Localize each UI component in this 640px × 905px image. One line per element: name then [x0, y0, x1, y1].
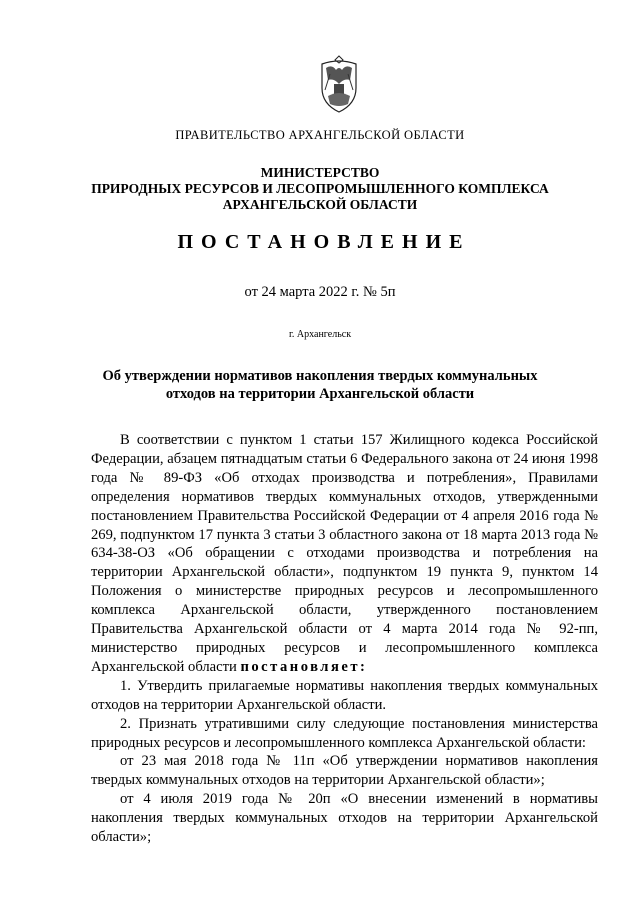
body-paragraph: от 4 июля 2019 года № 20п «О внесении изменений в нормативы накопления твердых коммунальных отходов на территории Архангельской области»; [91, 791, 598, 846]
document-body [91, 431, 598, 847]
ministry-title [0, 165, 640, 213]
coat-of-arms-icon [314, 54, 364, 114]
government-title: ПРАВИТЕЛЬСТВО АРХАНГЕЛЬСКОЙ ОБЛАСТИ [175, 128, 465, 142]
document-type: ПОСТАНОВЛЕНИЕ [177, 231, 471, 253]
body-paragraph: от 23 мая 2018 года № 11п «Об утверждении нормативов накопления твердых коммунальных отходов на территории Архангельской области»; [91, 753, 598, 789]
document-subject [0, 367, 640, 403]
document-date-number: от 24 марта 2022 г. № 5п [244, 284, 396, 300]
ministry-line: МИНИСТЕРСТВО [260, 165, 380, 180]
preamble-text: В соответствии с пунктом 1 статьи 157 Жилищного кодекса Российской Федерации, абзацем пятнадцатым статьи 6 Федерального закона от 24 июня 1998 года № 89-ФЗ «Об отходах производства и потребления», Правилами определения нормативов твердых коммунальных отходов, утвержденными постановлением Правительства Российской Федерации от 4 апреля 2016 года № 269, подпунктом 17 пункта 3 статьи 3 областного закона от 18 марта 2013 года № 634-38-ОЗ «Об обращении с отходами производства и потребления на территории Архангельской области», подпунктом 19 пункта 9, пунктом 14 Положения о министерстве природных ресурсов и лесопромышленного комплекса Архангельской области, утвержденного постановлением Правительства Архангельской области от 4 марта 2014 года № 92-пп, министерство природных ресурсов и лесопромышленного комплекса Архангельской области [91, 432, 598, 675]
decree-word: постановляет: [240, 658, 368, 675]
body-paragraph [91, 431, 598, 677]
document-city: г. Архангельск [288, 329, 352, 340]
ministry-line: АРХАНГЕЛЬСКОЙ ОБЛАСТИ [222, 197, 418, 212]
ministry-line: ПРИРОДНЫХ РЕСУРСОВ И ЛЕСОПРОМЫШЛЕННОГО КОМПЛЕКСА [91, 181, 549, 196]
subject-line: Об утверждении нормативов накопления твердых коммунальных [102, 368, 538, 384]
body-paragraph: 2. Признать утратившими силу следующие постановления министерства природных ресурсов и лесопромышленного комплекса Архангельской области: [91, 715, 598, 751]
subject-line: отходов на территории Архангельской области [165, 386, 475, 402]
body-paragraph: 1. Утвердить прилагаемые нормативы накопления твердых коммунальных отходов на территории Архангельской области. [91, 677, 598, 713]
